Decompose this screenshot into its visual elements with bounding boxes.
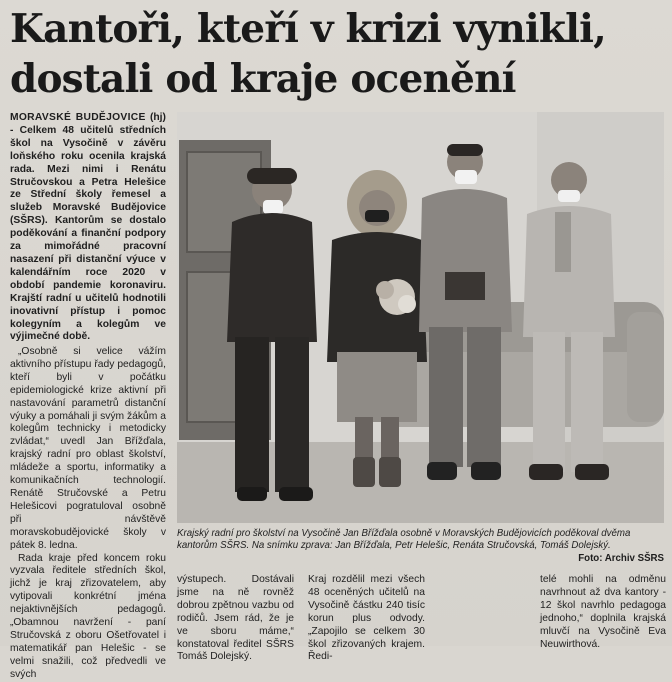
article-photo (177, 112, 664, 523)
body-paragraph-1: „Osobně si velice vážím aktivního přístupu řady pedagogů, kteří byli v počátku epidemiologické krize aktivní při nastavování parametrů distanční výuky a pomáhali ji svým žákům a kolegům technicky i metodicky zvládat,“ uvedl Jan Břížďala, krajský radní pro oblast školství, mládeže a sportu, informatiky a komunikačních technologií. Renátě Stručovské a Petru Helešicovi pogratuloval osobně při návštěvě moravskobudějovické školy v pátek 8. ledna. (10, 346, 166, 551)
article-lead (10, 112, 166, 344)
photo-caption: Krajský radní pro školství na Vysočině Jan Břížďala osobně v Moravských Budějovicích poděkoval dvěma kantorům SŠRS. Na snímku zprava: Jan Břížďala, Petr Helešic, Renáta Stručovská, Tomáš Dolejský. (177, 528, 631, 552)
article-headline (10, 4, 665, 104)
headline-line-1: Kantoři, kteří v krizi vynikli, (10, 6, 606, 52)
body-column-4 (540, 574, 666, 651)
lead-text: (hj) - Celkem 48 učitelů středních škol na Vysočině v závěru loňského roku ocenila krajská rada. Mezi nimi i Renátu Stručovskou a Petra Helešice ze Střední školy řemesel a služeb Moravské Budějovice (SŠRS). Kantorům se dostalo poděkování a finanční podpory za mimořádné pracovní nasazení při distanční výuce v kalendářním roce 2020 v období pandemie koronaviru. Krajští radní u učitelů hodnotili inovativní přístup i pomoc kolegyním a kolegům ve výjimečné době. (10, 112, 166, 343)
body-column-2 (177, 574, 294, 664)
dateline-location: MORAVSKÉ BUDĚJOVICE (10, 112, 146, 123)
column-3-text: Kraj rozdělil mezi všech 48 oceněných učitelů na Vysočině částku 240 tisíc korun plus odvody. „Zapojilo se celkem 30 škol zřizovaných krajem. Ředi- (308, 574, 425, 663)
column-4-text: telé mohli na odměnu navrhnout až dva kantory - 12 škol navrhlo pedagoga jednoho,“ doplnila krajská mluvčí na Vysočině Eva Neuwirthová. (540, 574, 666, 650)
photo-credit: Foto: Archiv SŠRS (578, 553, 664, 564)
headline-line-2: dostali od kraje ocenění (10, 56, 516, 102)
column-2-text: výstupech. Dostávali jsme na ně rovněž dobrou zpětnou vazbu od rodičů. Jsem rád, že je ve sboru máme,“ konstatoval ředitel SŠRS Tomáš Dolejský. (177, 574, 294, 663)
body-column-left (10, 346, 166, 682)
body-column-3 (308, 574, 425, 664)
body-paragraph-2: Rada kraje před koncem roku vyzvala ředitele středních škol, jichž je kraj zřizovatelem, aby vytipovali konkrétní jména nejaktivnějších pedagogů. „Obamnou navržení - paní Stručovská z oboru Ošetřovatel i matematikář pan Helešic - se velmi snažili, což předvedli ve svých (10, 552, 166, 680)
